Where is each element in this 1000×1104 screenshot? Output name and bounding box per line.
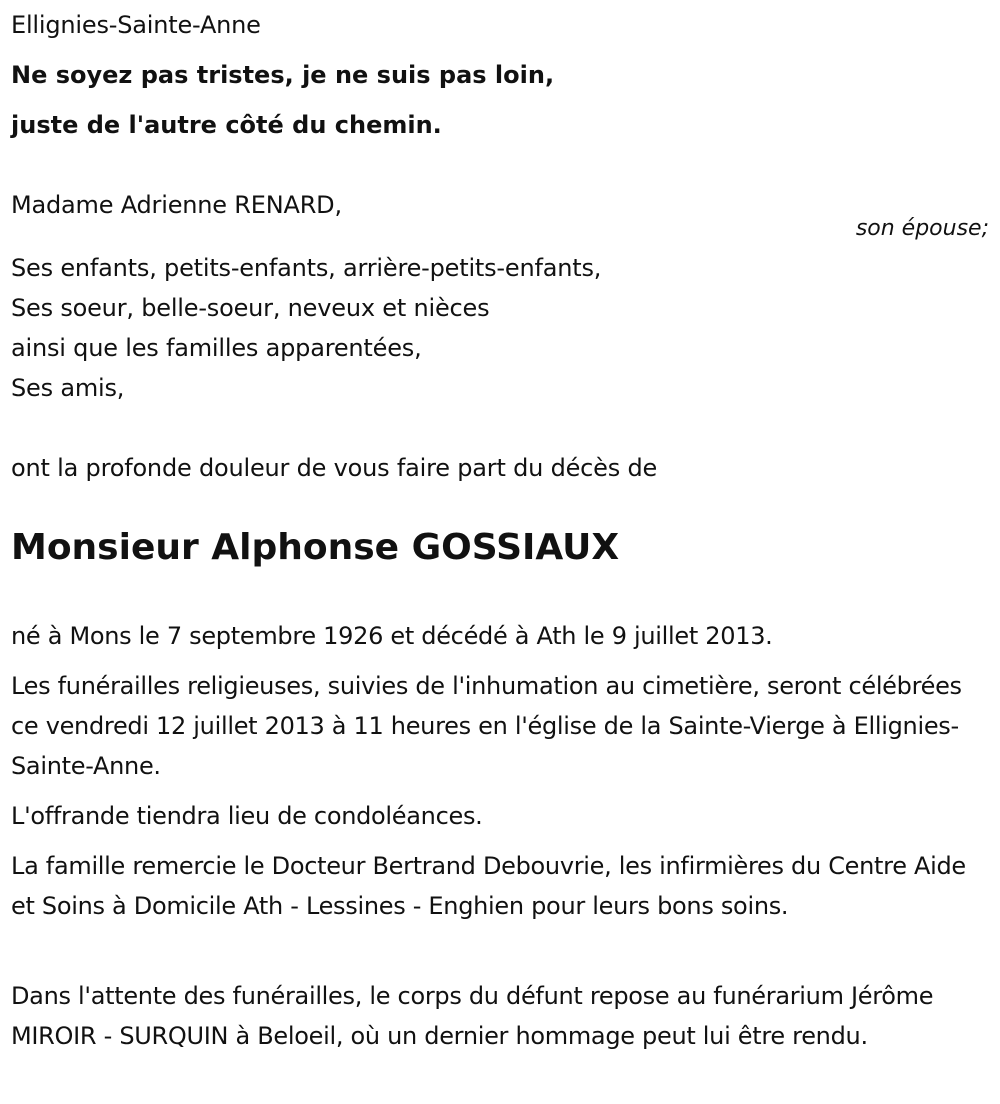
funerarium-paragraph: Dans l'attente des funérailles, le corps du défunt repose au funérarium Jérôme MIROIR - SURQUIN à Beloeil, où un dernier hommage peut lui être rendu. xyxy=(11,982,934,1050)
family-member-line: Ses soeur, belle-soeur, neveux et nièces xyxy=(11,294,490,322)
announcement-text: ont la profonde douleur de vous faire part du décès de xyxy=(11,454,658,482)
quote-line-1: Ne soyez pas tristes, je ne suis pas loin, xyxy=(11,61,555,89)
offering-paragraph: L'offrande tiendra lieu de condoléances. xyxy=(11,802,483,830)
thanks-paragraph: La famille remercie le Docteur Bertrand Debouvrie, les infirmières du Centre Aide et Soins à Domicile Ath - Lessines - Enghien pour leurs bons soins. xyxy=(11,852,966,920)
spouse-role: son épouse; xyxy=(855,216,989,241)
spouse-name: Madame Adrienne RENARD, xyxy=(11,191,342,219)
quote-line-2: juste de l'autre côté du chemin. xyxy=(11,111,442,139)
family-member-line: Ses amis, xyxy=(11,374,125,402)
family-member-line: Ses enfants, petits-enfants, arrière-petits-enfants, xyxy=(11,254,602,282)
deceased-name: Monsieur Alphonse GOSSIAUX xyxy=(11,527,620,568)
family-member-line: ainsi que les familles apparentées, xyxy=(11,334,422,362)
location-text: Ellignies-Sainte-Anne xyxy=(11,11,261,39)
funeral-paragraph: Les funérailles religieuses, suivies de l'inhumation au cimetière, seront célébrées ce vendredi 12 juillet 2013 à 11 heures en l'église de la Sainte-Vierge à Ellignies-Sainte-Anne. xyxy=(11,672,962,780)
birth-death-paragraph: né à Mons le 7 septembre 1926 et décédé à Ath le 9 juillet 2013. xyxy=(11,622,773,650)
